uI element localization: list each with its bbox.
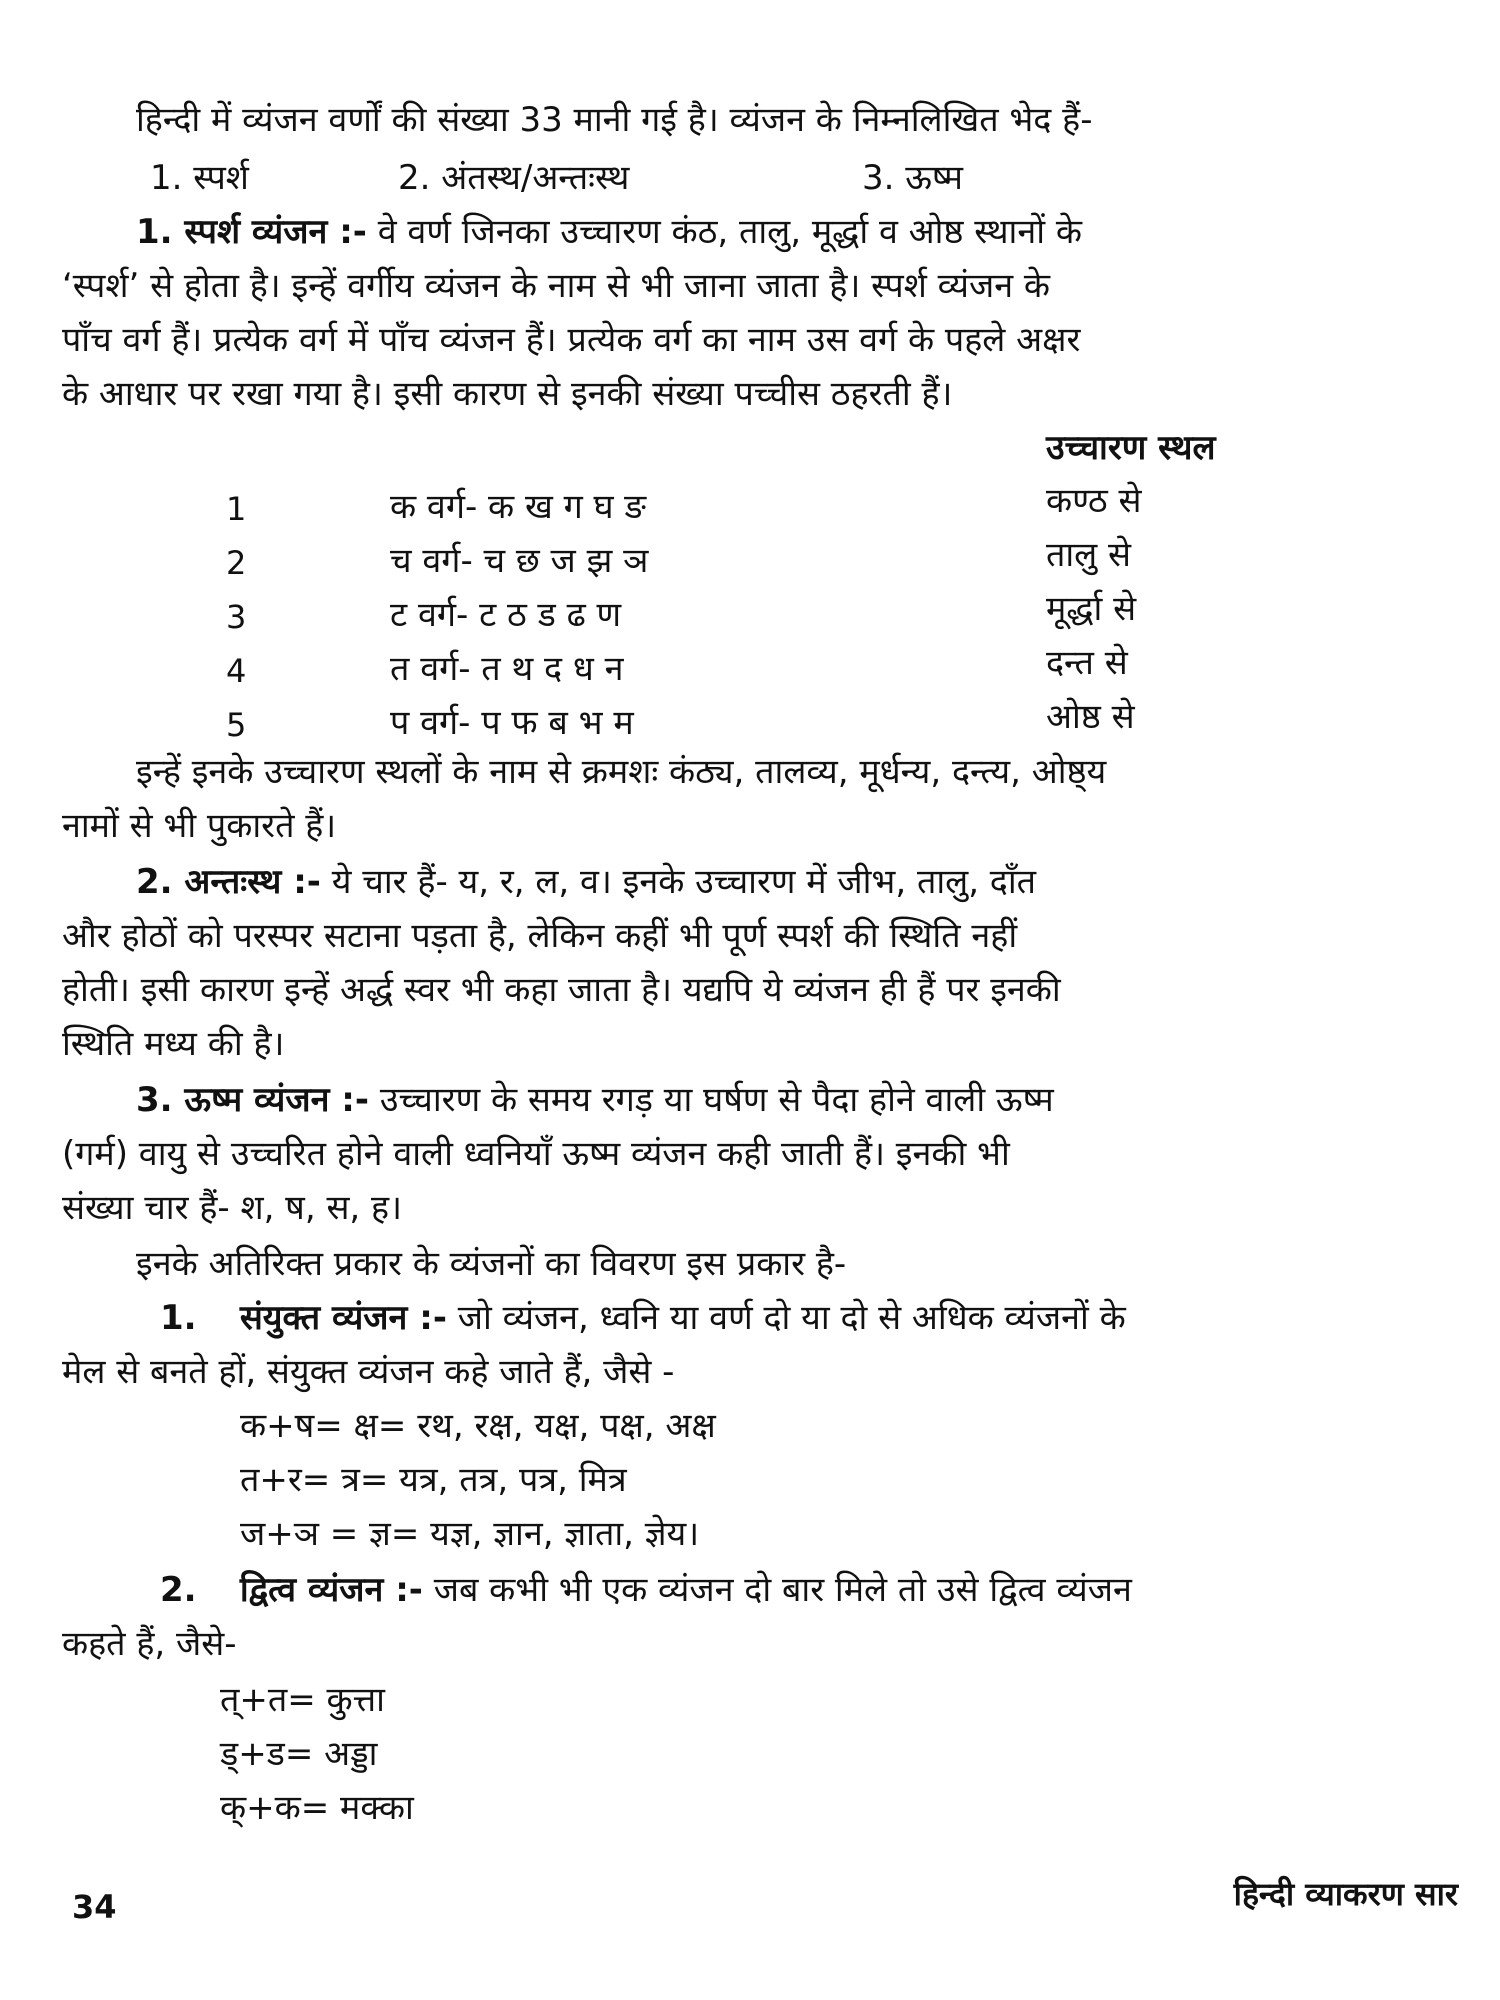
ushm-heading: 3. ऊष्म व्यंजन :- (136, 1080, 370, 1120)
dvitva-example: त्+त= कुत्ता (220, 1680, 385, 1720)
type-item: 3. ऊष्म (862, 158, 964, 198)
page-number: 34 (72, 1888, 117, 1926)
dvitva-line: कहते हैं, जैसे- (62, 1624, 237, 1664)
antahstha-heading: 2. अन्तःस्थ :- (136, 862, 321, 902)
articulation-place: मूर्द्धा से (1046, 589, 1137, 629)
dvitva-example: ड्+ड= अड्डा (220, 1734, 378, 1774)
dvitva-line: जब कभी भी एक व्यंजन दो बार मिले तो उसे द्वित्व व्यंजन (433, 1570, 1132, 1610)
articulation-place: ओष्ठ से (1046, 697, 1135, 737)
sparsh-para-line (136, 212, 1456, 253)
row-number: 5 (226, 706, 247, 744)
row-number: 1 (226, 490, 247, 528)
ushm-line: संख्या चार हैं- श, ष, स, ह। (62, 1188, 402, 1228)
antahstha-para-line (136, 862, 1456, 903)
articulation-place: तालु से (1046, 535, 1132, 575)
sanyukt-example: ज+ञ = ज्ञ= यज्ञ, ज्ञान, ज्ञाता, ज्ञेय। (240, 1514, 700, 1554)
varga-letters: त वर्ग- त थ द ध न (390, 649, 624, 689)
sparsh-line: के आधार पर रखा गया है। इसी कारण से इनकी संख्या पच्चीस ठहरती हैं। (62, 374, 953, 414)
dvitva-number: 2. (160, 1570, 197, 1610)
dvitva-para-line (160, 1570, 1456, 1611)
antahstha-line: होती। इसी कारण इन्हें अर्द्ध स्वर भी कहा जाता है। यद्यपि ये व्यंजन ही हैं पर इनकी (62, 970, 1061, 1010)
sanyukt-para-line (160, 1298, 1456, 1339)
ushm-line: उच्चारण के समय रगड़ या घर्षण से पैदा होने वाली ऊष्म (379, 1080, 1054, 1120)
antahstha-line: ये चार हैं- य, र, ल, व। इनके उच्चारण में जीभ, तालु, दाँत (331, 862, 1037, 902)
sparsh-after-line: इन्हें इनके उच्चारण स्थलों के नाम से क्रमशः कंठ्य, तालव्य, मूर्धन्य, दन्त्य, ओष्ठ्य (136, 752, 1107, 792)
row-number: 4 (226, 652, 247, 690)
dvitva-heading: द्वित्व व्यंजन :- (239, 1570, 423, 1610)
sanyukt-example: क+ष= क्ष= रथ, रक्ष, यक्ष, पक्ष, अक्ष (240, 1406, 716, 1446)
sanyukt-example: त+र= त्र= यत्र, तत्र, पत्र, मित्र (240, 1460, 627, 1500)
ushm-line: (गर्म) वायु से उच्चरित होने वाली ध्वनियाँ ऊष्म व्यंजन कही जाती हैं। इनकी भी (62, 1134, 1010, 1174)
ushm-para-line (136, 1080, 1456, 1121)
sanyukt-heading: संयुक्त व्यंजन :- (239, 1298, 447, 1338)
table-header: उच्चारण स्थल (1046, 428, 1216, 468)
sanyukt-line: जो व्यंजन, ध्वनि या वर्ण दो या दो से अधिक व्यंजनों के (457, 1298, 1126, 1338)
book-title: हिन्दी व्याकरण सार (1233, 1875, 1458, 1913)
row-number: 2 (226, 544, 247, 582)
antahstha-line: स्थिति मध्य की है। (62, 1024, 285, 1064)
antahstha-line: और होठों को परस्पर सटाना पड़ता है, लेकिन कहीं भी पूर्ण स्पर्श की स्थिति नहीं (62, 916, 1018, 956)
extra-intro: इनके अतिरिक्त प्रकार के व्यंजनों का विवरण इस प्रकार है- (136, 1244, 847, 1284)
varga-letters: ट वर्ग- ट ठ ड ढ ण (390, 595, 622, 635)
type-item: 1. स्पर्श (150, 158, 249, 198)
sanyukt-line: मेल से बनते हों, संयुक्त व्यंजन कहे जाते हैं, जैसे - (62, 1352, 675, 1392)
sanyukt-number: 1. (160, 1298, 197, 1338)
dvitva-example: क्+क= मक्का (220, 1788, 414, 1828)
varga-letters: प वर्ग- प फ ब भ म (390, 703, 634, 743)
sparsh-line: ‘स्पर्श’ से होता है। इन्हें वर्गीय व्यंजन के नाम से भी जाना जाता है। स्पर्श व्यंजन के (62, 266, 1050, 306)
sparsh-line: पाँच वर्ग हैं। प्रत्येक वर्ग में पाँच व्यंजन हैं। प्रत्येक वर्ग का नाम उस वर्ग के पहले अक्षर (62, 320, 1081, 360)
sparsh-line: वे वर्ण जिनका उच्चारण कंठ, तालु, मूर्द्धा व ओष्ठ स्थानों के (377, 212, 1082, 252)
type-item: 2. अंतस्थ/अन्तःस्थ (398, 158, 630, 198)
varga-letters: क वर्ग- क ख ग घ ङ (390, 487, 647, 527)
sparsh-after-line: नामों से भी पुकारते हैं। (62, 806, 337, 846)
articulation-place: कण्ठ से (1046, 481, 1142, 521)
intro-text: हिन्दी में व्यंजन वर्णों की संख्या 33 मानी गई है। व्यंजन के निम्नलिखित भेद हैं- (136, 100, 1093, 140)
sparsh-heading: 1. स्पर्श व्यंजन :- (136, 212, 367, 252)
varga-letters: च वर्ग- च छ ज झ ञ (390, 541, 649, 581)
articulation-place: दन्त से (1046, 643, 1128, 683)
row-number: 3 (226, 598, 247, 636)
